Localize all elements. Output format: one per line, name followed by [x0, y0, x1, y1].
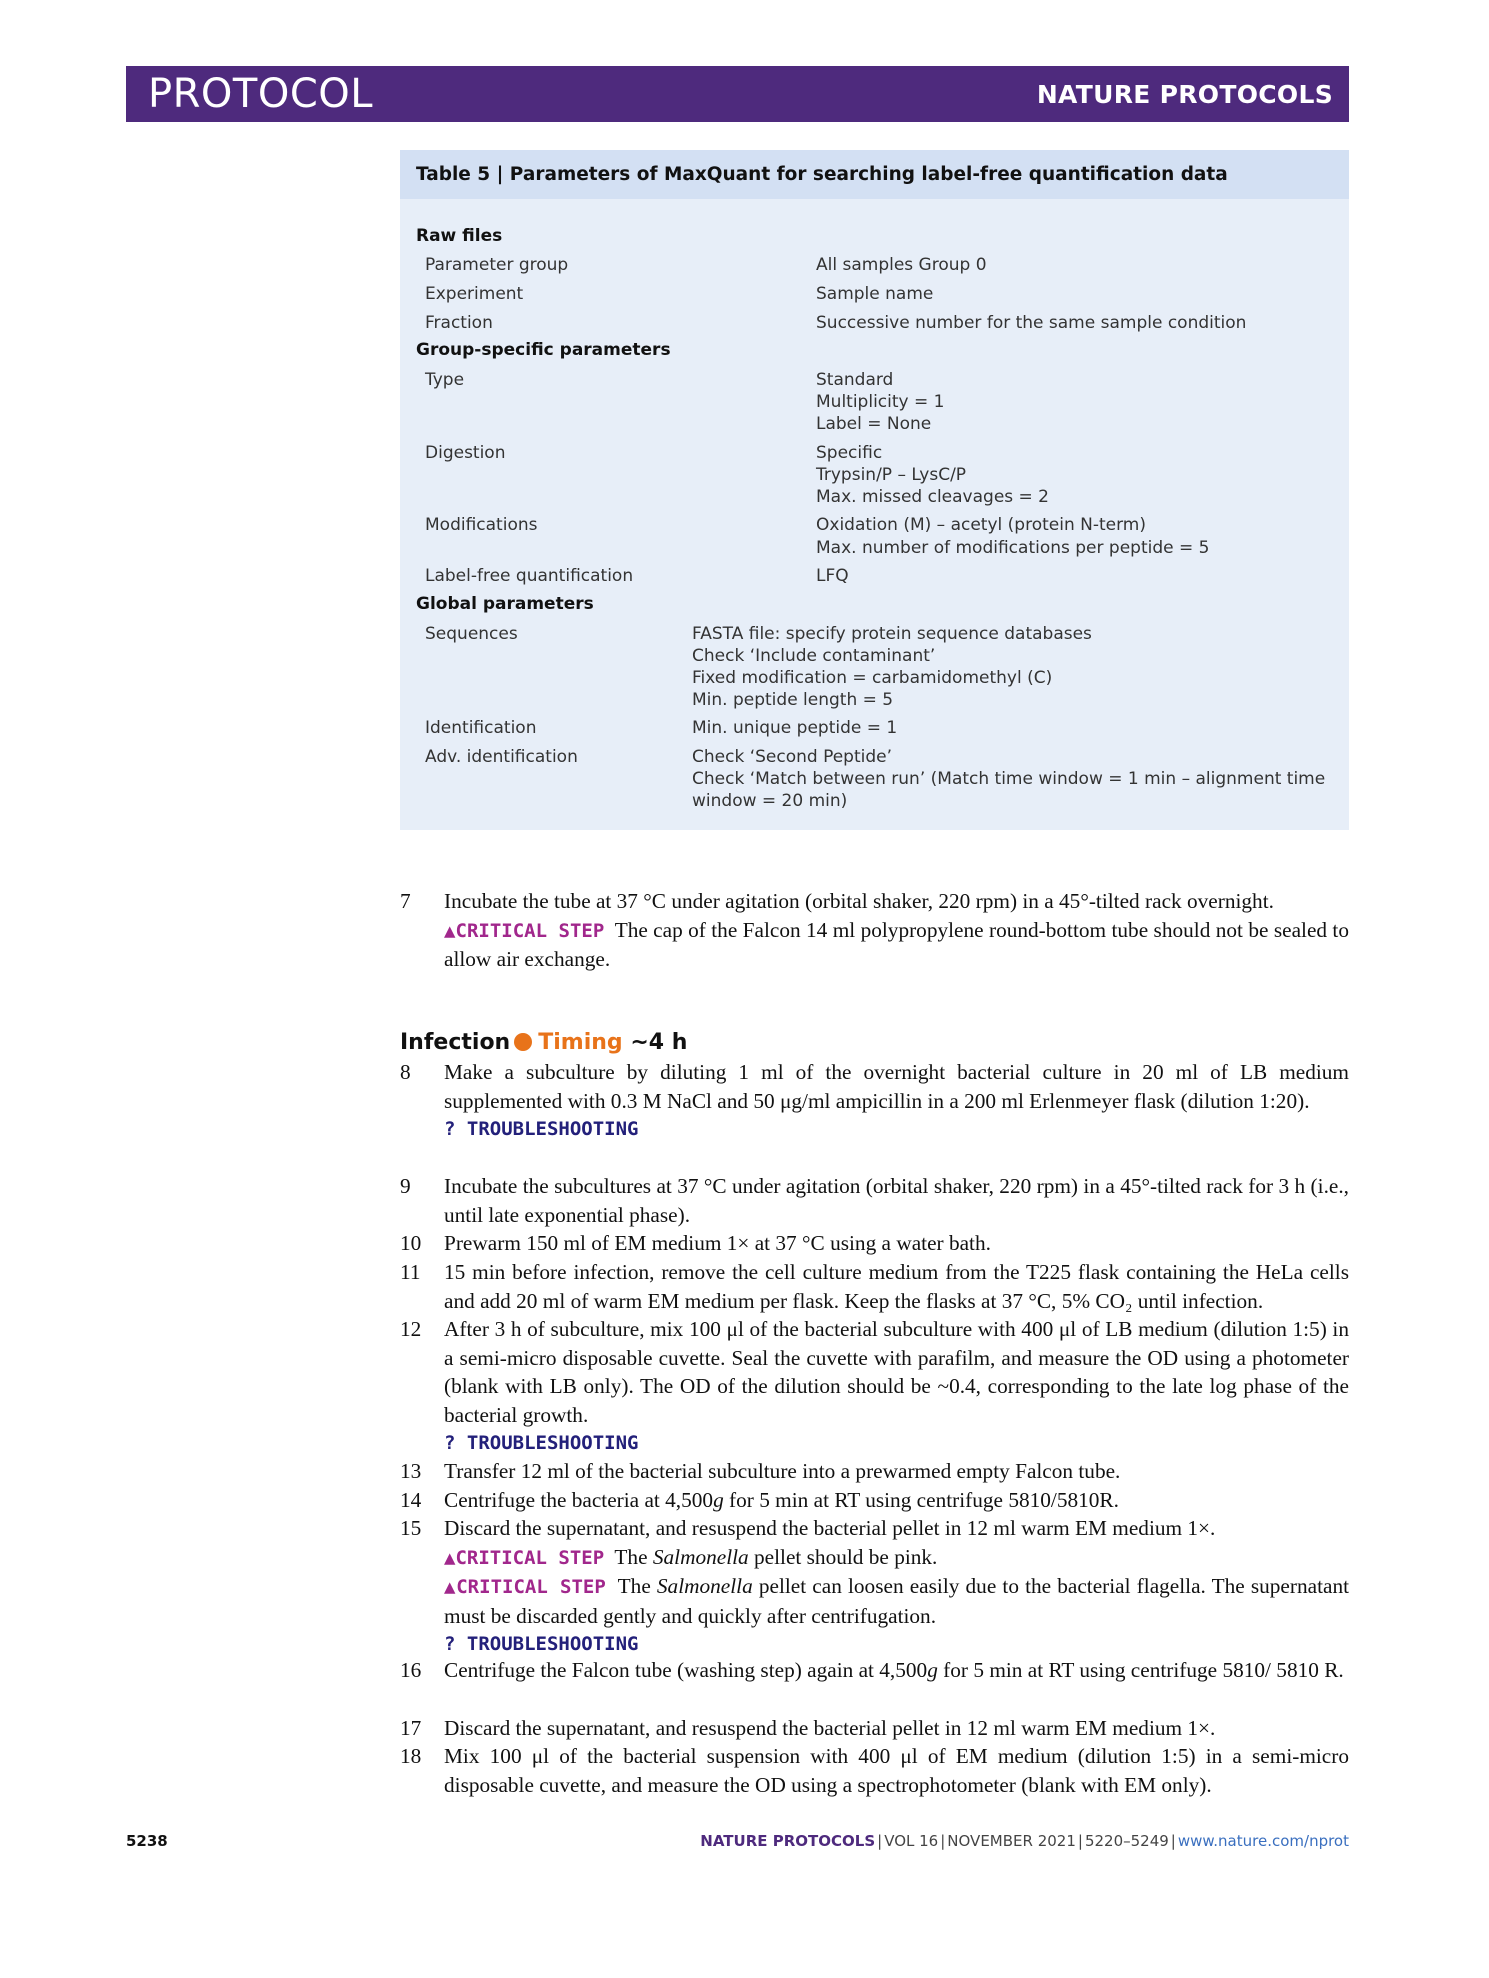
param-value: All samples Group 0 — [816, 255, 987, 275]
param-label: Adv. identification — [425, 747, 578, 767]
parameters-table — [400, 150, 1349, 830]
critical-step-text: The cap of the Falcon 14 ml polypropylene round-bottom tube should not be sealed to allow air exchange. — [444, 917, 1349, 971]
step-text: Discard the supernatant, and resuspend the bacterial pellet in 12 ml warm EM medium 1×. — [444, 1516, 1216, 1540]
step-text: Incubate the tube at 37 °C under agitation (orbital shaker, 220 rpm) in a 45°-tilted rack overnight. — [444, 889, 1274, 913]
section-label: PROTOCOL — [148, 71, 374, 117]
param-value: Standard — [816, 370, 894, 390]
param-value: Max. number of modifications per peptide = 5 — [816, 538, 1210, 558]
param-label: Digestion — [425, 443, 506, 463]
journal-name: NATURE PROTOCOLS — [1036, 80, 1333, 109]
step-18: 18 Mix 100 μl of the bacterial suspension with 400 μl of EM medium (dilution 1:5) in a semi-micro disposable cuvette, and measure the OD using a spectrophotometer (blank with EM only). — [400, 1742, 1349, 1799]
param-value: Successive number for the same sample condition — [816, 313, 1247, 333]
param-label: Modifications — [425, 515, 538, 535]
param-value: Check ‘Include contaminant’ — [692, 646, 936, 666]
param-value: window = 20 min) — [692, 791, 848, 811]
param-value: FASTA file: specify protein sequence databases — [692, 624, 1092, 644]
param-value: Fixed modification = carbamidomethyl (C) — [692, 668, 1053, 688]
step-11: 11 15 min before infection, remove the cell culture medium from the T225 flask containing the HeLa cells and add 20 ml of warm EM medium per flask. Keep the flasks at 37 °C, 5% CO₂ until infection. — [400, 1258, 1349, 1315]
step-text: Make a subculture by diluting 1 ml of the overnight bacterial culture in 20 ml of LB medium supplemented with 0.3 M NaCl and 50 μg/ml ampicillin in a 200 ml Erlenmeyer flask (dilution 1:20). — [444, 1060, 1349, 1113]
param-value: Max. missed cleavages = 2 — [816, 487, 1050, 507]
step-14: 14 Centrifuge the bacteria at 4,500g for 5 min at RT using centrifuge 5810/5810R. — [400, 1486, 1349, 1515]
step-15: 15 Discard the supernatant, and resuspend the bacterial pellet in 12 ml warm EM medium 1×. ▲CRITICAL STEP The Salmonella pellet should be pink. ▲CRITICAL STEP The Salmonella pellet can loosen easily due to the bacterial flagella. The supernatant must be discarded gently and quickly after centrifugation. ? TROUBLESHOOTING — [400, 1514, 1349, 1659]
section-header-global: Global parameters — [416, 594, 594, 614]
page-number: 5238 — [126, 1832, 168, 1850]
table-caption: Table 5 | Parameters of MaxQuant for searching label-free quantification data — [400, 150, 1349, 199]
step-17: 17 Discard the supernatant, and resuspend the bacterial pellet in 12 ml warm EM medium 1×. — [400, 1714, 1349, 1743]
step-10: 10 Prewarm 150 ml of EM medium 1× at 37 °C using a water bath. — [400, 1229, 1349, 1258]
troubleshooting-label: ? TROUBLESHOOTING — [444, 1432, 639, 1454]
param-value: Min. unique peptide = 1 — [692, 718, 898, 738]
step-text: Discard the supernatant, and resuspend the bacterial pellet in 12 ml warm EM medium 1×. — [444, 1716, 1216, 1740]
step-text: Incubate the subcultures at 37 °C under agitation (orbital shaker, 220 rpm) in a 45°-tilted rack for 3 h (i.e., until late exponential phase). — [444, 1174, 1349, 1227]
step-text: Mix 100 μl of the bacterial suspension with 400 μl of EM medium (dilution 1:5) in a semi-micro disposable cuvette, and measure the OD using a spectrophotometer (blank with EM only). — [444, 1744, 1349, 1797]
section-header-raw-files: Raw files — [416, 226, 503, 246]
param-value: Check ‘Second Peptide’ — [692, 747, 893, 767]
section-heading-infection: Infection Timing ~4 h — [400, 1030, 688, 1055]
param-value: Oxidation (M) – acetyl (protein N-term) — [816, 515, 1146, 535]
param-label: Identification — [425, 718, 537, 738]
step-text: Centrifuge the bacteria at 4,500g for 5 min at RT using centrifuge 5810/5810R. — [444, 1488, 1119, 1512]
footer-citation: NATURE PROTOCOLS | VOL 16 | NOVEMBER 2021 | 5220–5249 | www.nature.com/nprot — [700, 1832, 1349, 1850]
param-label: Sequences — [425, 624, 518, 644]
critical-step-label: ▲CRITICAL STEP — [444, 1576, 606, 1598]
param-value: Trypsin/P – LysC/P — [816, 465, 967, 485]
param-label: Parameter group — [425, 255, 569, 275]
critical-step: ▲CRITICAL STEP The Salmonella pellet should be pink. — [444, 1544, 938, 1569]
param-value: Check ‘Match between run’ (Match time window = 1 min – alignment time — [692, 769, 1326, 789]
footer-url-link[interactable]: www.nature.com/nprot — [1177, 1832, 1349, 1850]
step-12: 12 After 3 h of subculture, mix 100 μl of the bacterial subculture with 400 μl of LB medium (dilution 1:5) in a semi-micro disposable cuvette. Seal the cuvette with parafilm, and measure the OD using a photometer (blank with LB only). The OD of the dilution should be ~0.4, corresponding to the late log phase of the bacterial growth. ? TROUBLESHOOTING — [400, 1315, 1349, 1458]
troubleshooting-label: ? TROUBLESHOOTING — [444, 1633, 639, 1655]
step-9: 9 Incubate the subcultures at 37 °C under agitation (orbital shaker, 220 rpm) in a 45°-tilted rack for 3 h (i.e., until late exponential phase). — [400, 1172, 1349, 1229]
header-banner — [126, 66, 1349, 122]
param-value: Specific — [816, 443, 883, 463]
footer-volume: VOL 16 — [884, 1832, 939, 1850]
param-value: Label = None — [816, 414, 932, 434]
critical-step-label: ▲CRITICAL STEP — [444, 919, 605, 942]
timing-dot-icon — [514, 1033, 532, 1051]
param-label: Label-free quantification — [425, 566, 634, 586]
param-value: Sample name — [816, 284, 934, 304]
param-value: Min. peptide length = 5 — [692, 690, 894, 710]
step-number: 7 — [400, 889, 411, 913]
critical-step-label: ▲CRITICAL STEP — [444, 1546, 605, 1569]
critical-step: ▲CRITICAL STEP The Salmonella pellet can loosen easily due to the bacterial flagella. The supernatant must be discarded gently and quickly after centrifugation. — [444, 1574, 1350, 1628]
footer-pages: 5220–5249 — [1084, 1832, 1169, 1850]
footer-journal: NATURE PROTOCOLS — [700, 1832, 876, 1850]
param-value: Multiplicity = 1 — [816, 392, 945, 412]
param-label: Experiment — [425, 284, 524, 304]
step-text: 15 min before infection, remove the cell culture medium from the T225 flask containing the HeLa cells and add 20 ml of warm EM medium per flask. Keep the flasks at 37 °C, 5% CO₂ until infection. — [444, 1260, 1349, 1313]
footer-date: NOVEMBER 2021 — [947, 1832, 1076, 1850]
section-header-group-specific: Group-specific parameters — [416, 340, 671, 360]
step-8: 8 Make a subculture by diluting 1 ml of the overnight bacterial culture in 20 ml of LB medium supplemented with 0.3 M NaCl and 50 μg/ml ampicillin in a 200 ml Erlenmeyer flask (dilution 1:20). ? TROUBLESHOOTING — [400, 1058, 1349, 1144]
step-text: Transfer 12 ml of the bacterial subculture into a prewarmed empty Falcon tube. — [444, 1459, 1121, 1483]
step-text: Centrifuge the Falcon tube (washing step) again at 4,500g for 5 min at RT using centrifuge 5810/ 5810 R. — [444, 1658, 1344, 1682]
step-text: After 3 h of subculture, mix 100 μl of the bacterial subculture with 400 μl of LB medium (dilution 1:5) in a semi-micro disposable cuvette. Seal the cuvette with parafilm, and measure the OD using a photometer (blank with LB only). The OD of the dilution should be ~0.4, corresponding to the late log phase of the bacterial growth. — [444, 1317, 1349, 1427]
step-13: 13 Transfer 12 ml of the bacterial subculture into a prewarmed empty Falcon tube. — [400, 1457, 1349, 1486]
step-16: 16 Centrifuge the Falcon tube (washing step) again at 4,500g for 5 min at RT using centrifuge 5810/ 5810 R. — [400, 1656, 1349, 1685]
troubleshooting-label: ? TROUBLESHOOTING — [444, 1118, 639, 1140]
param-value: LFQ — [816, 566, 849, 586]
step-text: Prewarm 150 ml of EM medium 1× at 37 °C using a water bath. — [444, 1231, 991, 1255]
param-label: Fraction — [425, 313, 493, 333]
param-label: Type — [425, 370, 465, 390]
